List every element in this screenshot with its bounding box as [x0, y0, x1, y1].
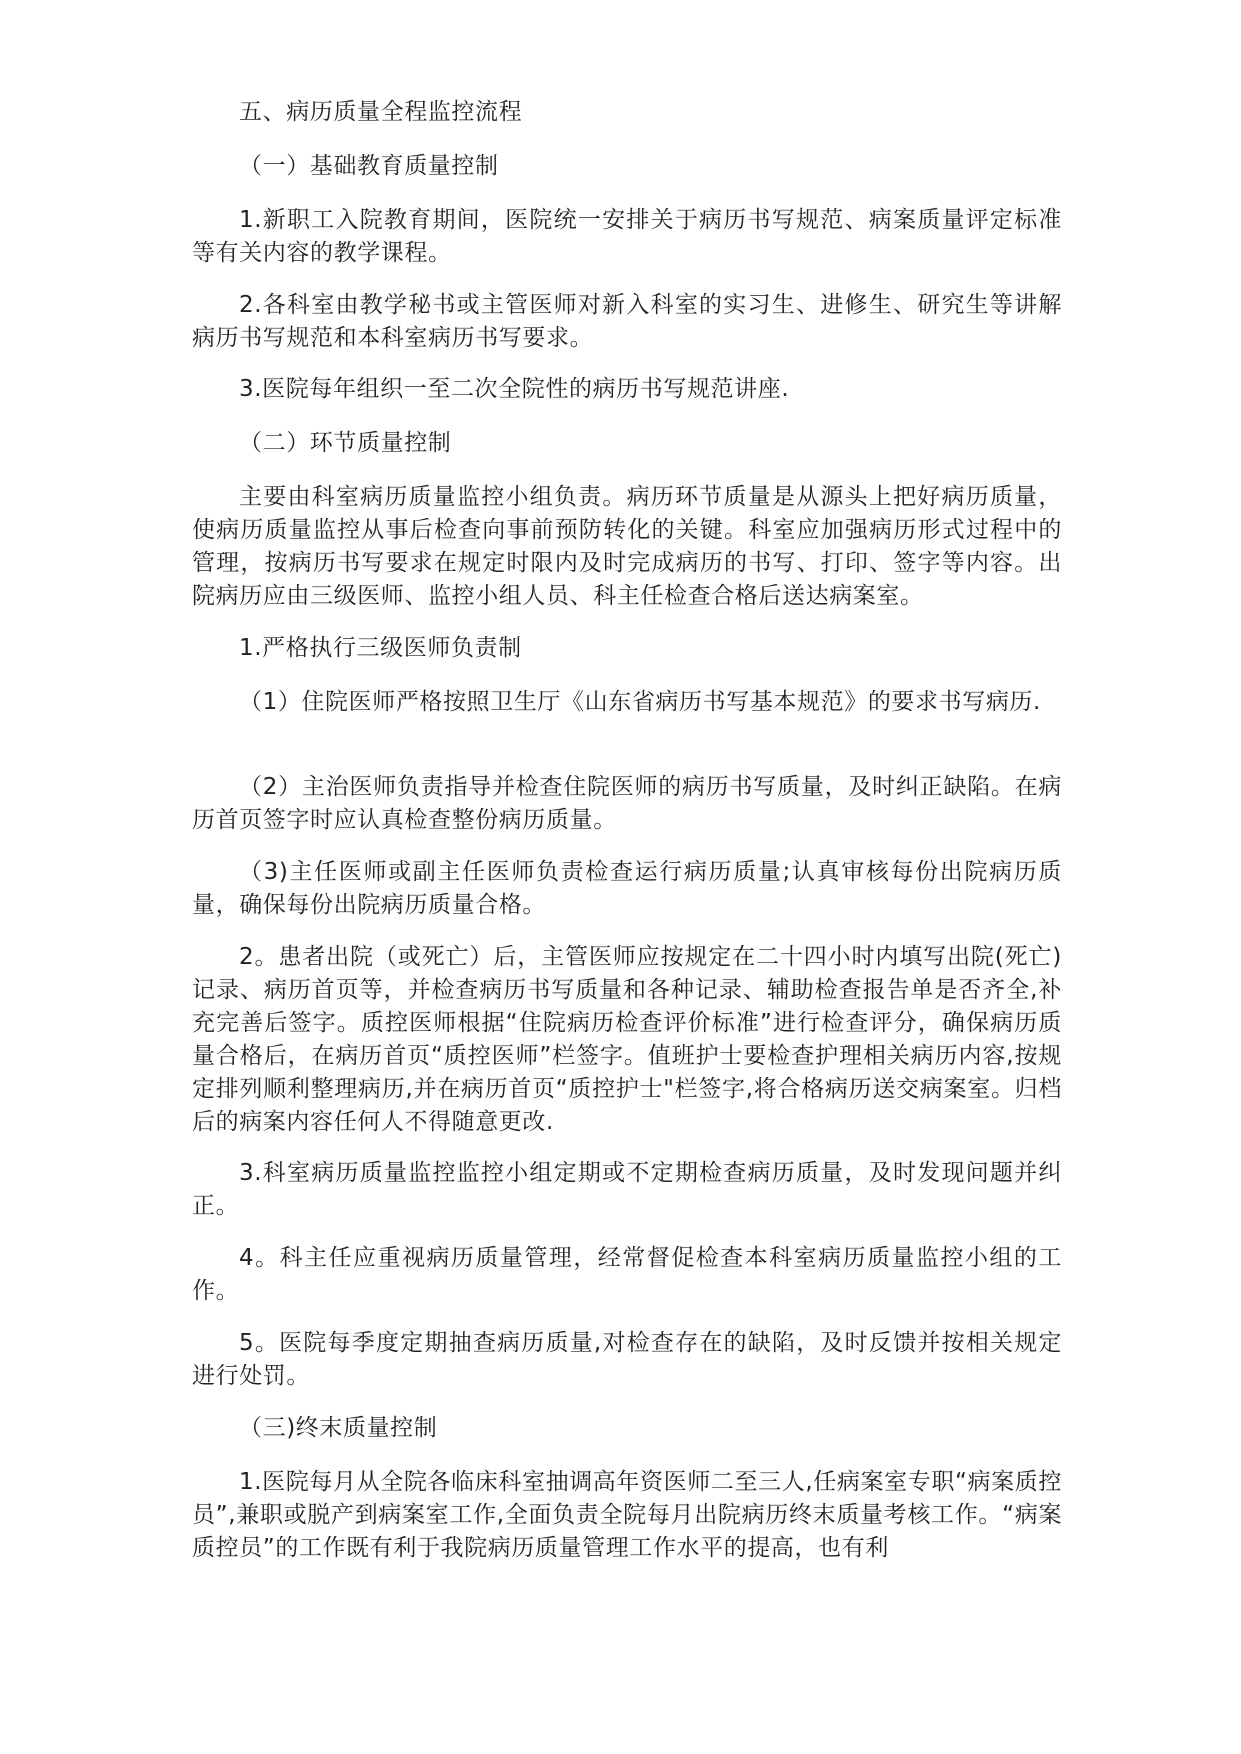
sub2-item-1-sub-1: （1）住院医师严格按照卫生厅《山东省病历书写基本规范》的要求书写病历. — [239, 689, 1041, 715]
sub2-item-1: 1.严格执行三级医师负责制 — [239, 635, 522, 661]
subsection-title-3: （三)终末质量控制 — [239, 1415, 438, 1441]
sub2-item-1-sub-2: （2）主治医师负责指导并检查住院医师的病历书写质量，及时纠正缺陷。在病历首页签字时应认真检查整份病历质量。 — [192, 774, 1062, 833]
sub2-intro: 主要由科室病历质量监控小组负责。病历环节质量是从源头上把好病历质量，使病历质量监控从事后检查向事前预防转化的关键。科室应加强病历形式过程中的管理，按病历书写要求在规定时限内及时完成病历的书写、打印、签字等内容。出院病历应由三级医师、监控小组人员、科主任检查合格后送达病案室。 — [192, 484, 1062, 609]
sub1-item-3: 3.医院每年组织一至二次全院性的病历书写规范讲座. — [239, 376, 790, 402]
sub1-item-1: 1.新职工入院教育期间，医院统一安排关于病历书写规范、病案质量评定标准等有关内容的教学课程。 — [192, 207, 1062, 266]
sub2-item-1-sub-3: （3)主任医师或副主任医师负责检查运行病历质量;认真审核每份出院病历质量，确保每份出院病历质量合格。 — [192, 859, 1062, 918]
sub3-item-1: 1.医院每月从全院各临床科室抽调高年资医师二至三人,任病案室专职“病案质控员”,兼职或脱产到病案室工作,全面负责全院每月出院病历终末质量考核工作。“病案质控员”的工作既有利于我院病历质量管理工作水平的提高，也有利 — [192, 1469, 1062, 1561]
subsection-title-2: （二）环节质量控制 — [239, 430, 452, 456]
sub2-item-4: 4。科主任应重视病历质量管理，经常督促检查本科室病历质量监控小组的工作。 — [192, 1245, 1062, 1304]
sub2-item-5: 5。医院每季度定期抽查病历质量,对检查存在的缺陷，及时反馈并按相关规定进行处罚。 — [192, 1330, 1062, 1389]
sub2-item-3: 3.科室病历质量监控监控小组定期或不定期检查病历质量，及时发现问题并纠正。 — [192, 1160, 1062, 1219]
sub1-item-2: 2.各科室由教学秘书或主管医师对新入科室的实习生、进修生、研究生等讲解病历书写规范和本科室病历书写要求。 — [192, 292, 1062, 351]
subsection-title-1: （一）基础教育质量控制 — [239, 153, 499, 179]
section-title: 五、病历质量全程监控流程 — [239, 99, 523, 125]
sub2-item-2: 2。患者出院（或死亡）后，主管医师应按规定在二十四小时内填写出院(死亡)记录、病历首页等，并检查病历书写质量和各种记录、辅助检查报告单是否齐全,补充完善后签字。质控医师根据“住院病历检查评价标准”进行检查评分，确保病历质量合格后，在病历首页“质控医师”栏签字。值班护士要检查护理相关病历内容,按规定排列顺利整理病历,并在病历首页“质控护士"栏签字,将合格病历送交病案室。归档后的病案内容任何人不得随意更改. — [192, 944, 1062, 1135]
